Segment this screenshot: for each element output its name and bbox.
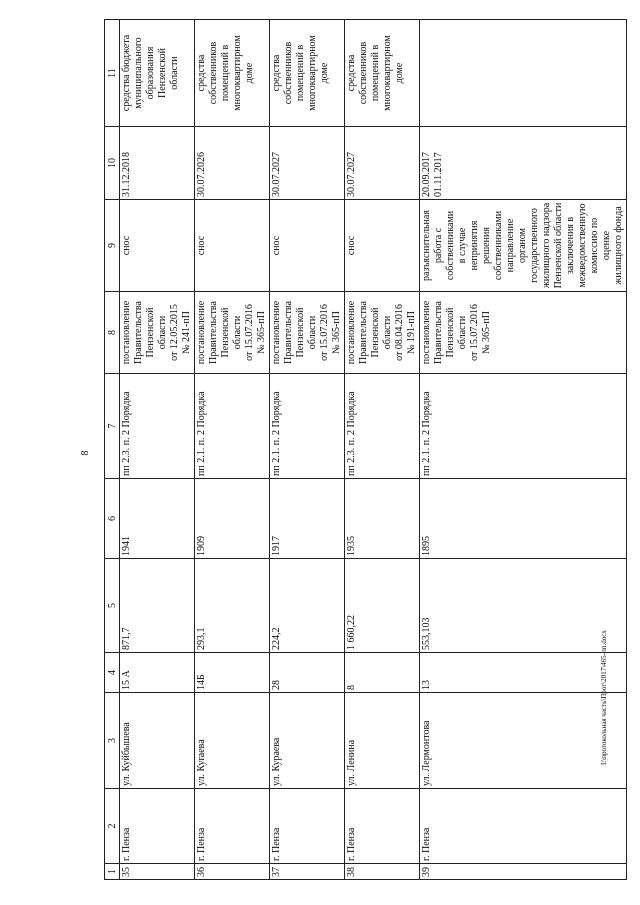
house-number-cell: 14Б xyxy=(195,653,270,693)
house-number-cell: 15 А xyxy=(120,653,195,693)
column-number: 7 xyxy=(105,374,120,479)
decision-document-cell-line: области xyxy=(457,315,468,350)
funding-source-cell-line: многоквартирном xyxy=(307,35,318,111)
house-number-cell: 13 xyxy=(420,653,627,693)
funding-source-cell-line: области xyxy=(169,56,180,90)
row-number-cell: 38 xyxy=(345,864,420,880)
funding-source-cell-line: собственников xyxy=(358,41,369,105)
street-cell: ул. Ленина xyxy=(345,693,420,789)
year-cell: 1895 xyxy=(420,479,627,559)
funding-source-cell-line: собственников xyxy=(283,41,294,105)
decision-document-cell-line: постановление xyxy=(196,300,207,365)
street-cell: ул. Куraева xyxy=(195,693,270,789)
funding-source-cell-line: Пензенской xyxy=(157,48,168,98)
measure-cell xyxy=(195,200,270,292)
column-number: 9 xyxy=(105,200,120,292)
funding-source-cell-line: многоквартирном xyxy=(382,35,393,111)
grounds-cell: пп 2.1. п. 2 Порядка xyxy=(195,374,270,479)
decision-document-cell xyxy=(345,292,420,374)
deadline-cell xyxy=(345,127,420,200)
measure-cell-line: жилищного надзора xyxy=(541,202,552,289)
decision-document-cell xyxy=(195,292,270,374)
decision-document-cell-line: постановление xyxy=(346,300,357,365)
housing-table xyxy=(104,19,627,880)
year-cell: 1909 xyxy=(195,479,270,559)
measure-cell-line: снос xyxy=(196,235,207,256)
decision-document-cell-line: Пензенской xyxy=(295,307,306,358)
decision-document-cell-line: № 365-пП xyxy=(331,311,342,354)
decision-document-cell-line: от 08.04.2016 xyxy=(394,304,405,361)
measure-cell-line: снос xyxy=(271,235,282,256)
column-number: 3 xyxy=(105,693,120,789)
decision-document-cell-line: от 15.07.2016 xyxy=(469,304,480,361)
decision-document-cell-line: № 241-пП xyxy=(181,311,192,354)
row-number-cell: 36 xyxy=(195,864,270,880)
street-cell: ул. Куйбышева xyxy=(120,693,195,789)
footer-text: I:\протокольная часть\Прот\2017\465-пп.docx xyxy=(600,630,608,765)
measure-cell-line: комиссию по оценке xyxy=(589,217,612,274)
measure-cell-line: межведомственную xyxy=(577,203,588,288)
deadline-cell xyxy=(420,127,627,200)
house-number-cell: 28 xyxy=(270,653,345,693)
deadline-date: 20.09.2017 xyxy=(421,152,432,197)
funding-source-cell xyxy=(195,20,270,127)
decision-document-cell-line: постановление xyxy=(421,300,432,365)
area-cell: 224,2 xyxy=(270,559,345,653)
street-cell: ул. Кураева xyxy=(270,693,345,789)
funding-source-cell-line: собственников xyxy=(208,41,219,105)
decision-document-cell-line: от 15.07.2016 xyxy=(319,304,330,361)
measure-cell-line: государственного xyxy=(529,208,540,283)
decision-document-cell-line: Пензенской xyxy=(145,307,156,358)
decision-document-cell-line: области xyxy=(157,315,168,350)
decision-document-cell-line: Правительства xyxy=(208,301,219,364)
year-cell: 1941 xyxy=(120,479,195,559)
house-number-cell: 8 xyxy=(345,653,420,693)
decision-document-cell-line: области xyxy=(232,315,243,350)
funding-source-cell-line: средства xyxy=(271,54,282,92)
year-cell: 1917 xyxy=(270,479,345,559)
decision-document-cell-line: Правительства xyxy=(133,301,144,364)
area-cell: 553,103 xyxy=(420,559,627,653)
table-row xyxy=(195,20,270,880)
grounds-cell: пп 2.3. п. 2 Порядка xyxy=(345,374,420,479)
column-number: 8 xyxy=(105,292,120,374)
funding-source-cell xyxy=(270,20,345,127)
measure-cell-line: решения xyxy=(481,227,492,264)
year-cell: 1935 xyxy=(345,479,420,559)
decision-document-cell-line: постановление xyxy=(121,300,132,365)
funding-source-cell-line: доме xyxy=(319,62,330,84)
funding-source-cell-line: многоквартирном xyxy=(232,35,243,111)
measure-cell-line: разъяснительная xyxy=(421,210,432,281)
funding-source-cell-line: доме xyxy=(394,62,405,84)
city-cell: г. Пенза xyxy=(420,789,627,864)
grounds-cell: пп 2.1. п. 2 Порядка xyxy=(270,374,345,479)
area-cell: 293,1 xyxy=(195,559,270,653)
funding-source-cell-line: муниципального xyxy=(133,37,144,109)
deadline-date: 30.07.2026 xyxy=(196,152,207,197)
city-cell: г. Пенза xyxy=(345,789,420,864)
row-number-cell: 37 xyxy=(270,864,345,880)
decision-document-cell-line: Пензенской xyxy=(445,307,456,358)
measure-cell xyxy=(345,200,420,292)
decision-document-cell-line: Пензенской xyxy=(370,307,381,358)
measure-cell xyxy=(270,200,345,292)
column-number: 1 xyxy=(105,864,120,880)
funding-source-cell xyxy=(345,20,420,127)
decision-document-cell-line: Пензенской xyxy=(220,307,231,358)
measure-cell-line: собственниками xyxy=(445,210,456,281)
column-number: 10 xyxy=(105,127,120,200)
grounds-cell: пп 2.1. п. 2 Порядка xyxy=(420,374,627,479)
table-row xyxy=(120,20,195,880)
decision-document-cell-line: Правительства xyxy=(358,301,369,364)
area-cell: 871,7 xyxy=(120,559,195,653)
decision-document-cell-line: № 365-пП xyxy=(481,311,492,354)
measure-cell-line: снос xyxy=(346,235,357,256)
funding-source-cell-line: помещений в xyxy=(370,44,381,102)
street-cell: ул. Лермонтова xyxy=(420,693,627,789)
deadline-date: 30.07.2027 xyxy=(271,152,282,197)
funding-source-cell-line: образования xyxy=(145,46,156,100)
grounds-cell: пп 2.3. п. 2 Порядка xyxy=(120,374,195,479)
column-number: 6 xyxy=(105,479,120,559)
funding-source-cell xyxy=(120,20,195,127)
column-number: 4 xyxy=(105,653,120,693)
column-number: 2 xyxy=(105,789,120,864)
row-number-cell: 35 xyxy=(120,864,195,880)
decision-document-cell-line: области xyxy=(307,315,318,350)
decision-document-cell-line: от 15.07.2016 xyxy=(244,304,255,361)
decision-document-cell xyxy=(120,292,195,374)
measure-cell-line: собственниками xyxy=(493,210,504,281)
table-row xyxy=(270,20,345,880)
deadline-date-second: 01.11.2017 xyxy=(433,152,444,197)
measure-cell-line: заключения в xyxy=(565,216,576,275)
deadline-date: 30.07.2027 xyxy=(346,152,357,197)
measure-cell-line: направление органом xyxy=(505,218,528,273)
funding-source-cell-line: средства xyxy=(346,54,357,92)
measure-cell xyxy=(420,200,627,292)
deadline-date: 31.12.2018 xyxy=(121,152,132,197)
deadline-cell xyxy=(195,127,270,200)
decision-document-cell-line: № 365-пП xyxy=(256,311,267,354)
funding-source-cell-line: помещений в xyxy=(295,44,306,102)
decision-document-cell-line: Правительства xyxy=(283,301,294,364)
row-number-cell: 39 xyxy=(420,864,627,880)
decision-document-cell xyxy=(420,292,627,374)
table-row xyxy=(420,20,627,880)
deadline-cell xyxy=(120,127,195,200)
decision-document-cell-line: постановление xyxy=(271,300,282,365)
funding-source-cell-line: средства бюджета xyxy=(121,34,132,112)
funding-source-cell-line: средства xyxy=(196,54,207,92)
city-cell: г. Пенза xyxy=(120,789,195,864)
decision-document-cell-line: Правительства xyxy=(433,301,444,364)
decision-document-cell-line: области xyxy=(382,315,393,350)
measure-cell-line: жилищного фонда xyxy=(613,206,624,285)
measure-cell xyxy=(120,200,195,292)
measure-cell-line: Пензенской области xyxy=(553,202,564,289)
decision-document-cell-line: № 191-пП xyxy=(406,311,417,354)
measure-cell-line: снос xyxy=(121,235,132,256)
measure-cell-line: в случае непринятия xyxy=(457,220,480,271)
column-number: 11 xyxy=(105,20,120,127)
city-cell: г. Пенза xyxy=(270,789,345,864)
decision-document-cell xyxy=(270,292,345,374)
column-number: 5 xyxy=(105,559,120,653)
funding-source-cell-line: помещений в xyxy=(220,44,231,102)
funding-source-cell-line: доме xyxy=(244,62,255,84)
column-number-row xyxy=(105,20,120,880)
funding-source-cell xyxy=(420,20,627,127)
decision-document-cell-line: от 12.05.2015 xyxy=(169,304,180,361)
area-cell: 1 660,22 xyxy=(345,559,420,653)
city-cell: г. Пенза xyxy=(195,789,270,864)
page-number: 8 xyxy=(80,450,91,456)
table-row xyxy=(345,20,420,880)
deadline-cell xyxy=(270,127,345,200)
measure-cell-line: работа с xyxy=(433,227,444,264)
